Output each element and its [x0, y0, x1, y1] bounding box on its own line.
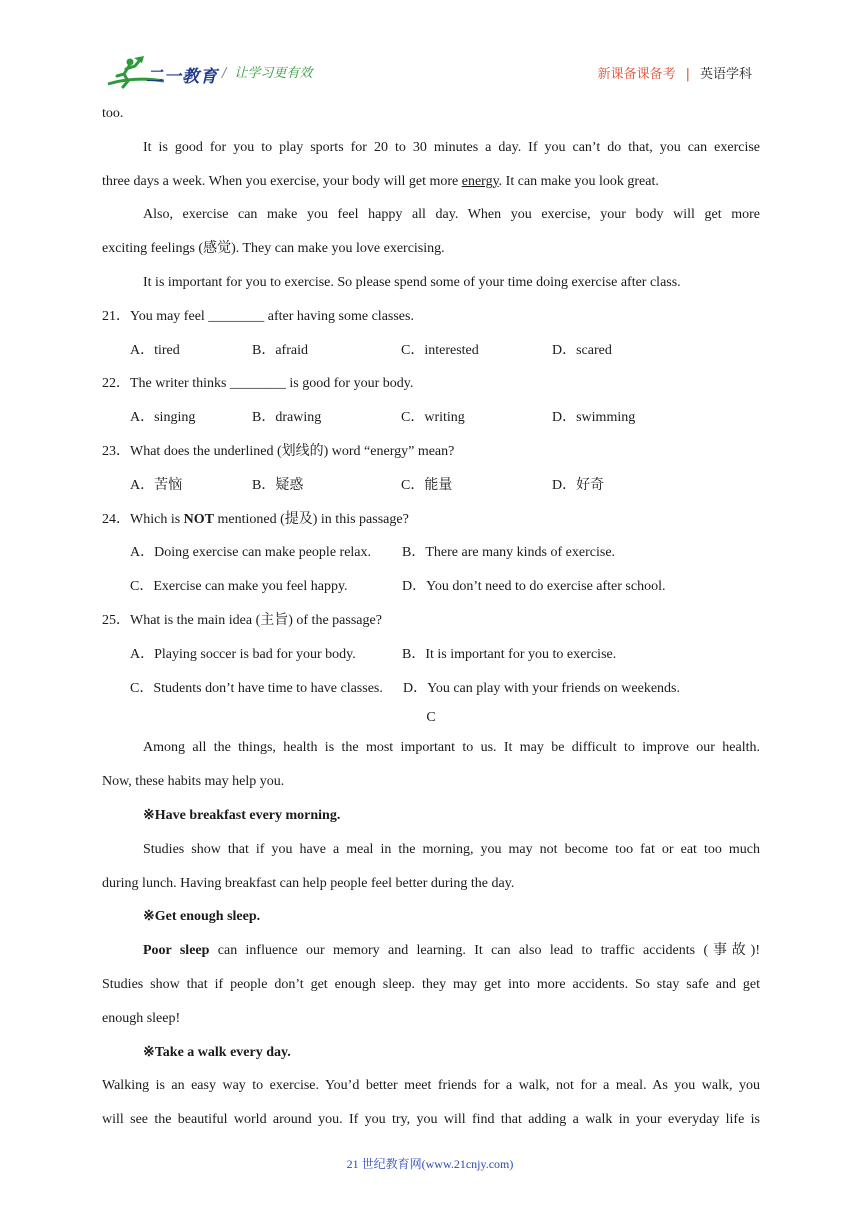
header-course-label: 新课备课备考: [597, 67, 676, 82]
option-b: B．It is important for you to exercise.: [402, 646, 617, 662]
text-span: can influence our memory and learning. It can also lead to traffic accidents (事故)!: [209, 943, 760, 959]
option-b: B．There are many kinds of exercise.: [402, 545, 616, 561]
underlined-word: energy: [461, 173, 499, 189]
question-stem: 22．The writer thinks ________ is good for your body.: [102, 376, 414, 392]
text-line: Studies show that if you have a meal in the morning, you may not become too fat or eat too much: [143, 841, 760, 857]
text-line: during lunch. Having breakfast can help people feel better during the day.: [102, 875, 515, 891]
option-a: A．Playing soccer is bad for your body.: [130, 646, 356, 662]
option-d: D．You can play with your friends on weekends.: [403, 680, 680, 696]
text-line: [102, 165, 760, 199]
habit-heading: ※Get enough sleep.: [143, 909, 261, 925]
option-b: B．疑惑: [252, 477, 304, 493]
header-divider: |: [685, 67, 690, 82]
text-span: three days a week. When you exercise, your body will get more: [102, 173, 462, 189]
text-line: Studies show that if people don’t get enough sleep. they may get into more accidents. So stay safe and get: [102, 976, 760, 992]
text-line: It is important for you to exercise. So please spend some of your time doing exercise after class.: [143, 274, 681, 290]
option-d: D．好奇: [552, 477, 605, 493]
section-letter: C: [426, 710, 436, 726]
header-slogan: / 让学习更有效: [222, 66, 313, 81]
text-line: enough sleep!: [102, 1010, 181, 1026]
text-line: It is good for you to play sports for 20 to 30 minutes a day. If you can’t do that, you can exercise: [143, 139, 760, 155]
question-stem: 25．What is the main idea (主旨) of the passage?: [102, 612, 382, 628]
page-header: [0, 0, 860, 100]
page-footer: 21 世纪教育网(www.21cnjy.com): [346, 1157, 514, 1171]
option-a: A．singing: [130, 410, 196, 426]
option-c: C．interested: [401, 342, 479, 358]
text-line: Walking is an easy way to exercise. You’d better meet friends for a walk, not for a meal. As you walk, you: [102, 1078, 760, 1094]
options-row: [102, 469, 760, 503]
document-body: [102, 97, 760, 1137]
habit-heading: ※Have breakfast every morning.: [143, 807, 341, 823]
option-d: D．swimming: [552, 410, 636, 426]
options-row: [102, 638, 760, 672]
option-b: B．afraid: [252, 342, 308, 358]
option-c: C．Exercise can make you feel happy.: [130, 579, 348, 595]
option-b: B．drawing: [252, 410, 322, 426]
text-span: . It can make you look great.: [498, 173, 659, 189]
option-a: A．tired: [130, 342, 180, 358]
header-right: [598, 63, 752, 82]
options-row: [102, 672, 760, 706]
option-d: D．You don’t need to do exercise after school.: [402, 579, 666, 595]
option-c: C．writing: [401, 410, 465, 426]
options-row: [102, 570, 760, 604]
bold-phrase: Poor sleep: [143, 943, 210, 959]
question-stem: [102, 503, 760, 537]
text-line: will see the beautiful world around you. If you try, you will find that adding a walk in your everyday life is: [102, 1112, 760, 1128]
option-c: C．Students don’t have time to have classes.: [130, 680, 383, 696]
slogan-text: 让学习更有效: [234, 66, 313, 81]
option-d: D．scared: [552, 342, 612, 358]
text-line: Among all the things, health is the most important to us. It may be difficult to improve our health.: [143, 740, 760, 756]
option-a: A．苦恼: [130, 477, 183, 493]
option-c: C．能量: [401, 477, 453, 493]
text-line: Also, exercise can make you feel happy all day. When you exercise, your body will get more: [143, 207, 760, 223]
options-row: [102, 334, 760, 368]
habit-heading: ※Take a walk every day.: [143, 1044, 291, 1060]
text-line: Now, these habits may help you.: [102, 774, 285, 790]
option-a: A．Doing exercise can make people relax.: [130, 545, 372, 561]
question-stem: 23．What does the underlined (划线的) word “energy” mean?: [102, 443, 455, 459]
text-line: too.: [102, 106, 124, 121]
options-row: [102, 536, 760, 570]
options-row: [102, 401, 760, 435]
logo-text: 二一教育: [146, 67, 218, 87]
text-line: exciting feelings (感觉). They can make you love exercising.: [102, 241, 445, 257]
header-subject-label: 英语学科: [699, 67, 752, 82]
text-line: [102, 934, 760, 968]
bold-word: NOT: [183, 511, 214, 527]
text-span: mentioned (提及) in this passage?: [214, 511, 409, 527]
question-stem: 21．You may feel ________ after having some classes.: [102, 308, 414, 324]
text-span: 24．Which is: [102, 511, 184, 527]
